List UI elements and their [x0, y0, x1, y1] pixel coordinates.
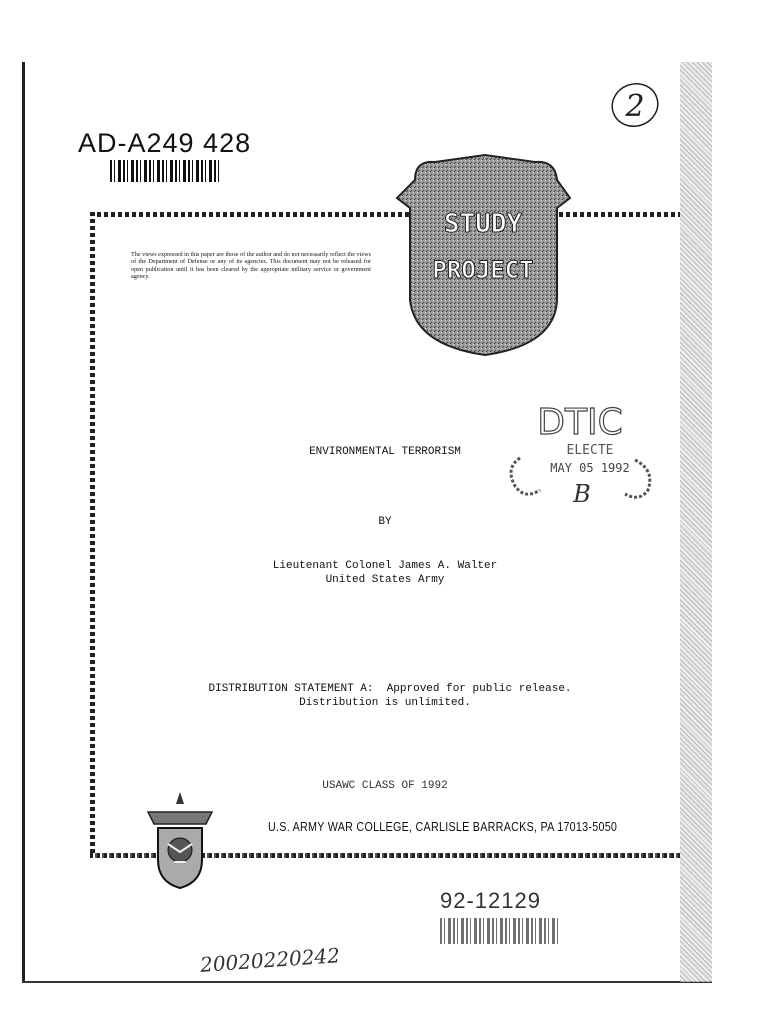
accession-number: 92-12129	[440, 888, 541, 913]
frame-left-border	[90, 212, 95, 858]
page-bottom-edge	[22, 981, 712, 983]
ad-barcode	[110, 160, 222, 182]
accession-barcode	[440, 918, 558, 944]
document-title: ENVIRONMENTAL TERRORISM	[309, 446, 461, 458]
ad-accession-number: AD-A249 428	[78, 128, 252, 158]
stamp-letter-text: B	[573, 480, 591, 508]
circled-number-mark	[608, 78, 662, 132]
stamp-electe-text: ELECTE	[566, 443, 614, 458]
stamp-date-text: MAY 05 1992	[550, 461, 630, 475]
by-line: BY	[378, 516, 392, 528]
distribution-statement: DISTRIBUTION STATEMENT A: Approved for public release.	[208, 683, 572, 695]
handwritten-number: 20020220242	[199, 943, 341, 977]
badge-project-text: PROJECT	[432, 256, 534, 284]
author-name: Lieutenant Colonel James A. Walter	[272, 560, 498, 572]
frame-top-border	[90, 212, 680, 217]
badge-study-text: STUDY	[443, 209, 523, 239]
class-year: USAWC CLASS OF 1992	[322, 780, 448, 792]
scan-noise-strip	[680, 62, 712, 982]
army-war-college-crest	[140, 790, 220, 890]
circled-number-text: 2	[625, 89, 645, 124]
author-affiliation: United States Army	[325, 574, 445, 586]
page-left-edge	[22, 62, 25, 982]
distribution-unlimited: Distribution is unlimited.	[299, 697, 471, 709]
disclaimer-text: The views expressed in this paper are those of the author and do not necessarily reflect the views of the Department of Defense or any of its agencies. This document may not be released for open publication until it has been cleared by the appropriate military service or government agency.	[131, 251, 371, 281]
study-project-badge	[395, 150, 575, 360]
war-college-address: U.S. ARMY WAR COLLEGE, CARLISLE BARRACKS, PA 17013-5050	[268, 820, 618, 834]
stamp-dtic-text: DTIC	[537, 402, 623, 443]
